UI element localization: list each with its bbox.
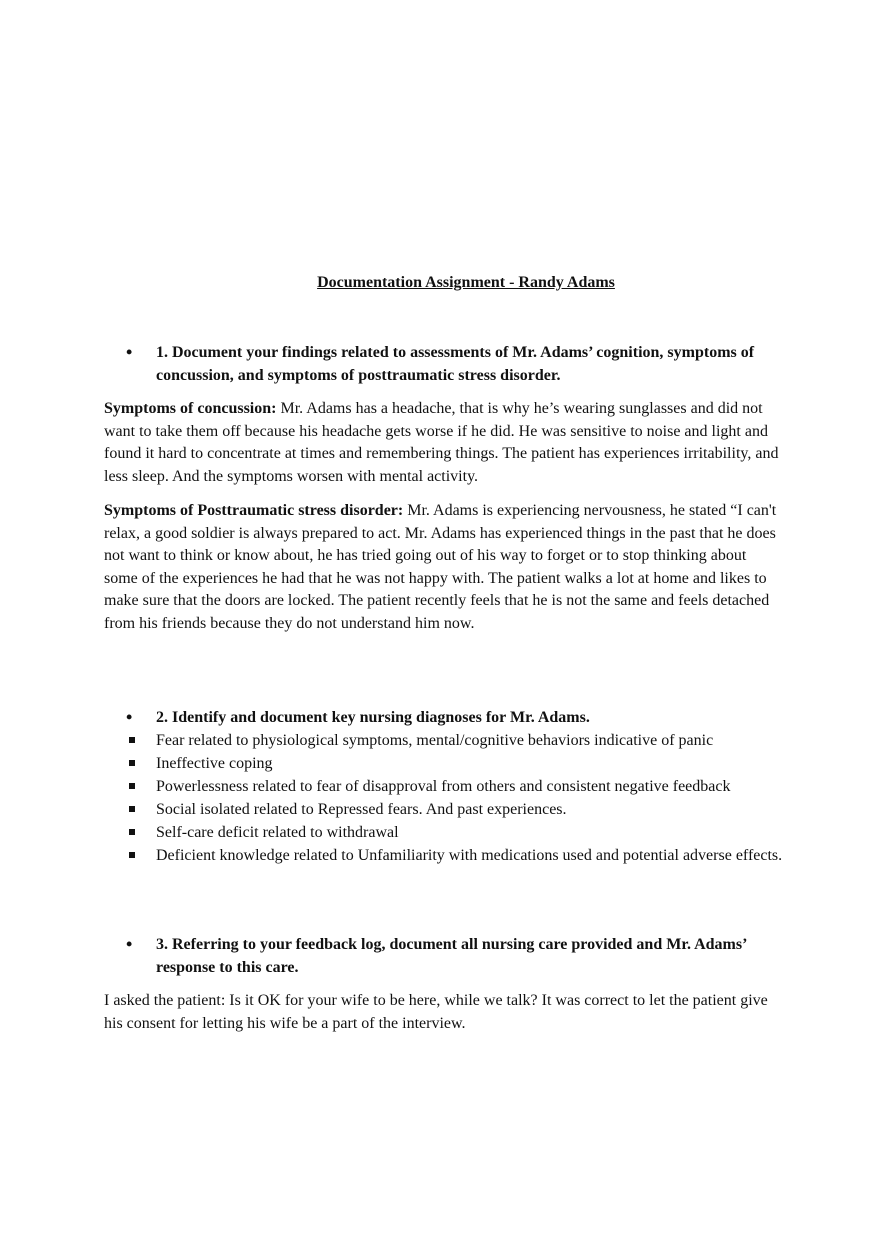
square-bullet-icon [129, 806, 135, 812]
diagnoses-list [126, 729, 796, 867]
concussion-label: Symptoms of concussion: [104, 400, 277, 417]
question-2-text: 2. Identify and document key nursing diagnoses for Mr. Adams. [156, 709, 590, 726]
square-bullet-icon [129, 737, 135, 743]
question-3-text: 3. Referring to your feedback log, document all nursing care provided and Mr. Adams’ response to this care. [156, 936, 747, 976]
list-item: Fear related to physiological symptoms, mental/cognitive behaviors indicative of panic [126, 729, 796, 752]
list-item: Ineffective coping [126, 752, 796, 775]
square-bullet-icon [129, 829, 135, 835]
question-1 [126, 341, 766, 387]
list-item: Social isolated related to Repressed fears. And past experiences. [126, 798, 796, 821]
ptsd-paragraph [104, 500, 784, 636]
list-item: Powerlessness related to fear of disapproval from others and consistent negative feedback [126, 775, 796, 798]
bullet-icon: • [126, 707, 133, 727]
document-title: Documentation Assignment - Randy Adams [317, 274, 615, 291]
concussion-text: Mr. Adams has a headache, that is why he’s wearing sunglasses and did not want to take them off because his headache gets worse if he did. He was sensitive to noise and light and found it hard to concentrate at times and remembering things. The patient has experiences irritability, and less sleep. And the symptoms worsen with mental activity. [104, 400, 779, 485]
concussion-paragraph [104, 398, 784, 488]
question-2 [126, 706, 766, 729]
ptsd-text: Mr. Adams is experiencing nervousness, he stated “I can't relax, a good soldier is always prepared to act. Mr. Adams has experienced things in the past that he does not want to think or know about, he has tried going out of his way to forget or to stop thinking about some of the experiences he had that he was not happy with. The patient walks a lot at home and likes to make sure that the doors are locked. The patient recently feels that he is not the same and feels detached from his friends because they do not understand him now. [104, 502, 777, 632]
square-bullet-icon [129, 760, 135, 766]
bullet-icon: • [126, 934, 133, 954]
question-3 [126, 933, 766, 979]
bullet-icon: • [126, 342, 133, 362]
care-paragraph: I asked the patient: Is it OK for your wife to be here, while we talk? It was correct to let the patient give his consent for letting his wife be a part of the interview. [104, 992, 768, 1032]
question-1-text: 1. Document your findings related to assessments of Mr. Adams’ cognition, symptoms of concussion, and symptoms of posttraumatic stress disorder. [156, 344, 755, 384]
list-item: Self-care deficit related to withdrawal [126, 821, 796, 844]
square-bullet-icon [129, 852, 135, 858]
list-item: Deficient knowledge related to Unfamiliarity with medications used and potential adverse effects. [126, 844, 796, 867]
ptsd-label: Symptoms of Posttraumatic stress disorder: [104, 502, 404, 519]
square-bullet-icon [129, 783, 135, 789]
